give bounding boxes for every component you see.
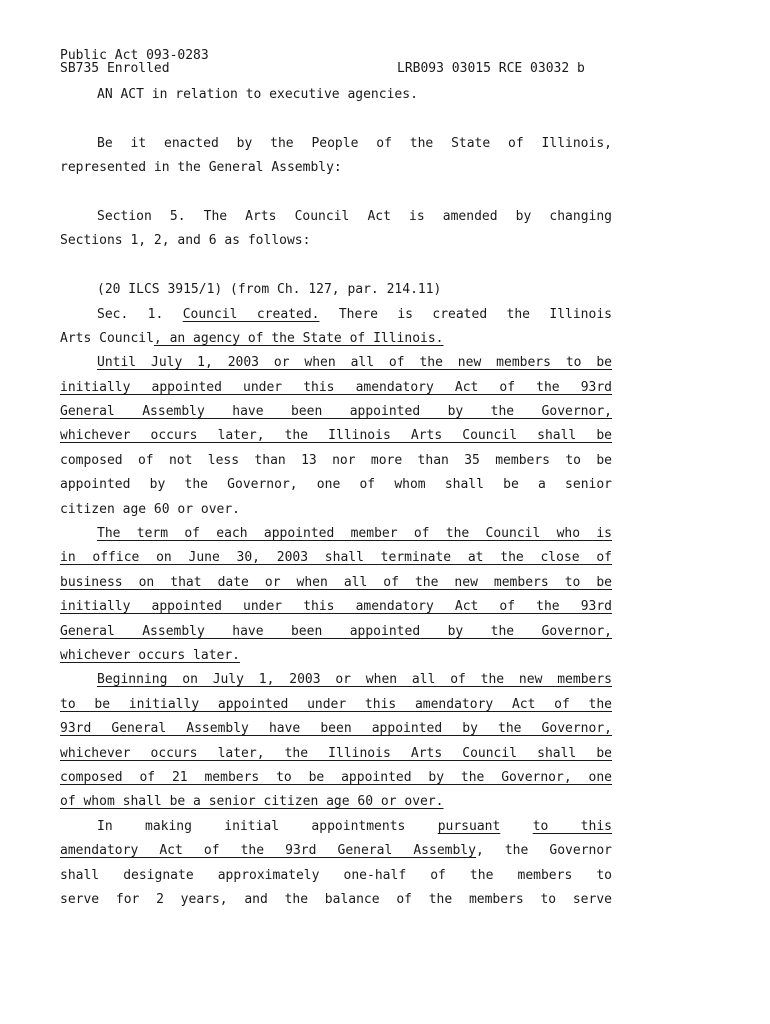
text-line [60, 351, 612, 375]
amended-text: of whom shall be a senior citizen age 60 or over. [60, 794, 444, 810]
text-segment: AN ACT in relation to executive agencies. [97, 87, 418, 102]
text-line [60, 229, 612, 253]
amended-text: to be initially appointed under this amendatory Act of the [60, 696, 612, 712]
bill-number: SB735 Enrolled [60, 61, 170, 76]
amended-text: to this [532, 818, 612, 834]
document-body [60, 83, 612, 912]
text-segment: In making initial appointments [97, 818, 438, 834]
text-segment [500, 819, 532, 834]
amended-text: Until July 1, 2003 or when all of the new members to be [97, 355, 612, 371]
text-line [60, 644, 612, 668]
text-line [60, 620, 612, 644]
text-line [60, 766, 612, 790]
text-line [60, 327, 612, 351]
amended-text: whichever occurs later. [60, 647, 241, 663]
amended-text: initially appointed under this amendatory Act of the 93rd [60, 599, 612, 615]
text-segment: represented in the General Assembly: [60, 160, 342, 176]
text-line [60, 717, 612, 741]
text-segment: serve for 2 years, and the balance of the members to serve [60, 891, 612, 907]
text-line [60, 546, 612, 570]
amended-text: initially appointed under this amendatory Act of the 93rd [60, 379, 612, 395]
text-line [60, 376, 612, 400]
lrb-number: LRB093 03015 RCE 03032 b [397, 61, 585, 76]
text-line [60, 595, 612, 619]
text-segment: Sections 1, 2, and 6 as follows: [60, 233, 311, 249]
amended-text: composed of 21 members to be appointed by the Governor, one [60, 769, 612, 785]
amended-text: The term of each appointed member of the Council who is [97, 526, 612, 542]
text-line [60, 522, 612, 546]
text-line [60, 278, 612, 302]
amended-text: Council created. [182, 306, 320, 322]
text-line [60, 473, 612, 497]
text-line [60, 864, 612, 888]
text-segment: composed of not less than 13 nor more than 35 members to be [60, 452, 612, 468]
amended-text: whichever occurs later, the Illinois Arts Council shall be [60, 745, 612, 761]
text-line [60, 815, 612, 839]
text-segment: Arts Council [60, 330, 154, 346]
text-segment: Be it enacted by the People of the State of Illinois, [97, 135, 612, 151]
text-segment: Section 5. The Arts Council Act is amended by changing [97, 208, 612, 224]
amended-text: General Assembly have been appointed by the Governor, [60, 404, 612, 420]
text-segment: shall designate approximately one-half of the members to [60, 867, 612, 883]
text-line [60, 449, 612, 473]
amended-text: business on that date or when all of the new members to be [60, 574, 612, 590]
text-line [60, 400, 612, 424]
text-segment: (20 ILCS 3915/1) (from Ch. 127, par. 214.11) [97, 282, 442, 298]
text-line [60, 668, 612, 692]
text-line [60, 205, 612, 229]
amended-text: amendatory Act of the 93rd General Assembly [60, 843, 476, 859]
amended-text: Beginning on July 1, 2003 or when all of the new members [97, 672, 612, 688]
public-act-number: Public Act 093-0283 [60, 48, 209, 63]
text-line [60, 839, 612, 863]
amended-text: General Assembly have been appointed by the Governor, [60, 623, 612, 639]
amended-text: 93rd General Assembly have been appointed by the Governor, [60, 721, 612, 737]
blank-line [60, 254, 612, 278]
amended-text: in office on June 30, 2003 shall terminate at the close of [60, 550, 612, 566]
text-line [60, 790, 612, 814]
text-line [60, 83, 612, 107]
text-segment: appointed by the Governor, one of whom shall be a senior [60, 477, 612, 493]
text-line [60, 303, 612, 327]
text-line [60, 693, 612, 717]
text-line [60, 742, 612, 766]
text-segment: There is created the Illinois [319, 306, 612, 322]
text-line [60, 424, 612, 448]
amended-text: , an agency of the State of Illinois. [153, 330, 444, 346]
text-line [60, 132, 612, 156]
amended-text: pursuant [437, 818, 501, 834]
text-segment: citizen age 60 or over. [60, 501, 241, 517]
text-line [60, 888, 612, 912]
blank-line [60, 181, 612, 205]
amended-text: whichever occurs later, the Illinois Arts Council shall be [60, 428, 612, 444]
text-line [60, 571, 612, 595]
text-segment: , the Governor [475, 843, 612, 859]
text-segment: Sec. 1. [97, 306, 183, 322]
text-line [60, 156, 612, 180]
blank-line [60, 107, 612, 131]
text-line [60, 498, 612, 522]
